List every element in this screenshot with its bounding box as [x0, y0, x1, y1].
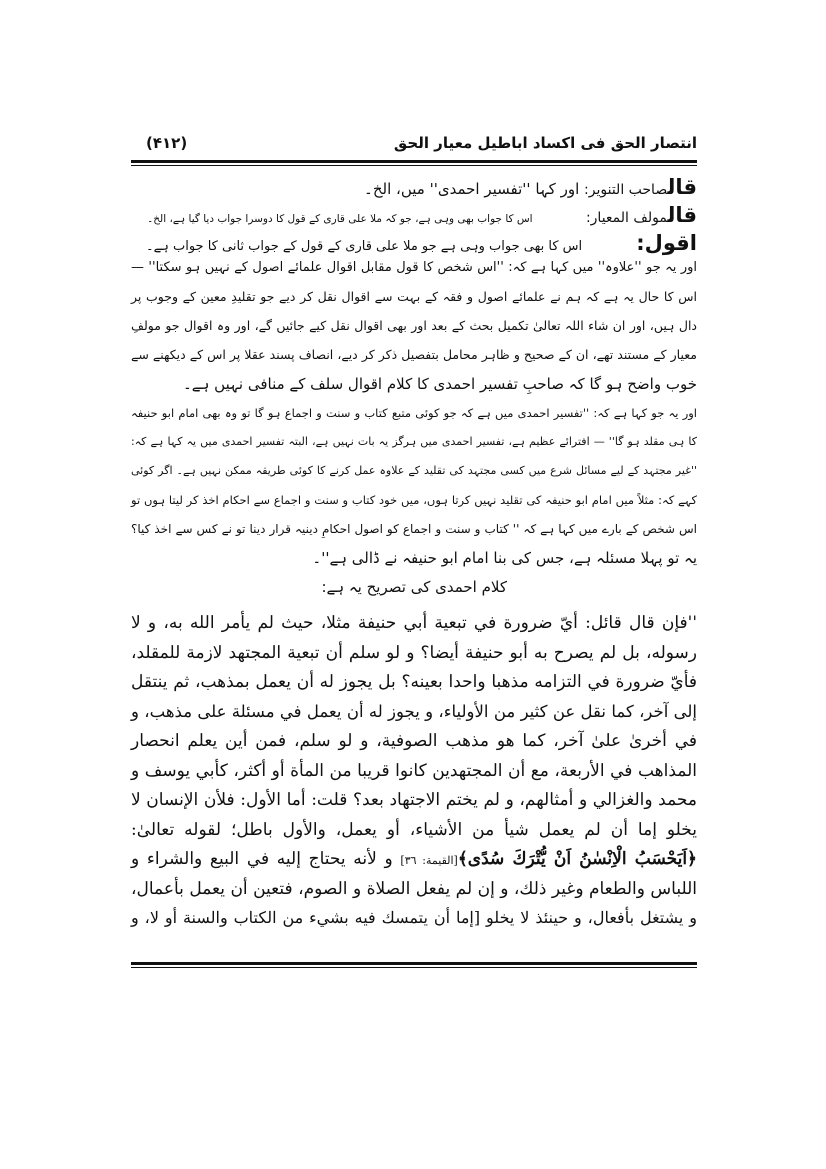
arabic-text-line: المذاهب في الأربعة، مع أن المجتهدين كانوا قريبا من المأة أو أكثر، كأبي يوسف و — [131, 760, 697, 781]
qala-label: قال — [667, 203, 697, 227]
arabic-text-line: إلى آخر، كما نقل عن كثير من الأولياء، و يجوز له أن يعمل في مسئلة على مذهب، و — [131, 701, 697, 721]
arabic-text-line: فأيّ ضرورة في التزامه مذهبا واحدا بعينه؟ بل يجوز له أن يعمل بمذهب، ثم ينتقل — [131, 672, 697, 692]
urdu-text-line: خوب واضح ہو گا کہ صاحبِ تفسیر احمدی کا کلام اقوال سلف کے منافی نہیں ہے۔ — [183, 375, 697, 393]
arabic-text-line: رسوله، بل لم يصرح به أبو حنيفة أيضا؟ و لو سلم أن تبعية المجتهد لازمة للمقلد، — [131, 642, 697, 663]
urdu-text-line: اس کا حال یہ ہے کہ ہم نے علمائے اصول و فقہ کے بہت سے اقوال نقل کر دیے جو تقلیدِ معین کے وجوب پر — [131, 289, 697, 304]
section-qala-tanweer — [131, 174, 697, 203]
urdu-text-line: کلام احمدی کی تصریح یہ ہے: — [321, 578, 507, 596]
urdu-text-line: کہے کہ: مثلاً میں امام ابو حنیفہ کی تقلید نہیں کرتا ہوں، میں خود کتاب و سنت و اجماع سے احکام اخذ کر لیتا ہوں تو — [131, 493, 697, 507]
urdu-text-line: اور یہ جو کہا ہے کہ: ''تفسیر احمدی میں ہے کہ جو کوئی متبع کتاب و سنت و اجماع ہو گا تو وہ بھی امام ابو حنیفہ — [131, 406, 697, 420]
quran-verse-line — [131, 848, 697, 872]
speaker: مولف المعیار: — [585, 210, 668, 226]
arabic-text-line: محمد والغزالي و أمثالهم، و لم يختم الاجتهاد بعد؟ قلت: أما الأول: فلأن الإنسان لا — [131, 790, 697, 810]
urdu-text-line: معیار کے مستند تھے، ان کے صحیح و ظاہر محامل بتفصیل ذکر کر دیے، انصاف پسند عقلا پر اس کے دیکھنے سے — [131, 347, 697, 362]
footer-rule — [131, 962, 697, 968]
speaker: صاحب التنویر: — [584, 182, 668, 198]
urdu-text-line: دال ہیں، اور ان شاء اللہ تعالیٰ تکمیل بحث کے بعد اور بھی اقوال نقل کیے جائیں گے، اور وہ اقوال جو مولفِ — [131, 318, 697, 333]
arabic-text-line: اللباس والطعام وغير ذلك، و إن لم يفعل الصلاة و الصوم، فتعين أن يعمل بأعمال، — [131, 878, 697, 899]
section-text: اس کا بھی جواب وہی ہے جو ملا علی قاری کے قول کے جواب ثانی کا جواب ہے۔ — [146, 239, 583, 254]
section-text: اس کا جواب بھی وہی ہے، جو کہ ملا علی قاری کے قول کا دوسرا جواب دیا گیا ہے، الخ۔ — [147, 213, 533, 225]
urdu-text-line: اور یہ جو ''علاوہ'' میں کہا ہے کہ: ''اس شخص کا قول مقابل اقوال علمائے اصول کے نہیں ہو سکتا'' — — [131, 260, 697, 275]
aqool-label: اقول: — [636, 231, 697, 255]
urdu-text-line: ''غیر مجتہد کے لیے مسائل شرع میں کسی مجتہد کی تقلید کے علاوہ عمل کرنے کا کوئی طریقہ ممکن نہیں ہے۔ اگر کوئی — [131, 464, 697, 477]
urdu-text-line: اس شخص کے بارے میں کہا ہے کہ '' کتاب و سنت و اجماع کو اصول احکامِ دینیہ قرار دینا تو نے کس سے اخذ کیا؟ — [131, 522, 697, 536]
running-header-title: انتصار الحق فی اکساد اباطیل معیار الحق — [393, 134, 697, 152]
qala-label: قال — [667, 175, 697, 199]
section-qala-mualif — [131, 202, 697, 232]
quran-verse: ﴿اَيَحْسَبُ الْاِنْسٰنُ اَنْ يُّتْرَكَ سُدًى﴾ — [457, 849, 698, 869]
urdu-text-line: یہ تو پہلا مسئلہ ہے، جس کی بنا امام ابو حنیفہ نے ڈالی ہے''۔ — [312, 549, 697, 567]
arabic-text-line: في أخرىٰ علىٰ آخر، كما هو مذهب الصوفية، و لو سلم، فمن أين يعلم انحصار — [131, 731, 697, 751]
verse-reference: [القيمة: ٣٦] — [400, 854, 458, 867]
section-aqool — [131, 230, 697, 260]
arabic-text-line: يخلو إما أن لم يعمل شيأ من الأشياء، أو يعمل، والأول باطل؛ لقوله تعالىٰ: — [131, 819, 697, 840]
page-number: (۴۱۲) — [146, 134, 188, 152]
section-text: اور کہا ''تفسیر احمدی'' میں، الخ۔ — [364, 180, 580, 198]
header-rule — [131, 160, 697, 166]
text-line: و لأنه يحتاج إليه في البيع والشراء و — [131, 849, 401, 869]
arabic-text-line: ''فإن قال قائل: أيّ ضرورة في تبعية أبي حنيفة مثلا، حيث لم يأمر الله به، و لا — [131, 613, 697, 633]
urdu-text-line: کا ہی مقلد ہو گا'' — افترائے عظیم ہے، تفسیر احمدی میں ہرگز یہ بات نہیں ہے، البتہ تفسیر احمدی میں یہ کہا ہے کہ: — [131, 435, 697, 448]
arabic-text-line: و يشتغل بأفعال، و حينئذ لا يخلو [إما أن يتمسك فيه بشيء من الكتاب والسنة أو لا، و — [131, 908, 697, 927]
